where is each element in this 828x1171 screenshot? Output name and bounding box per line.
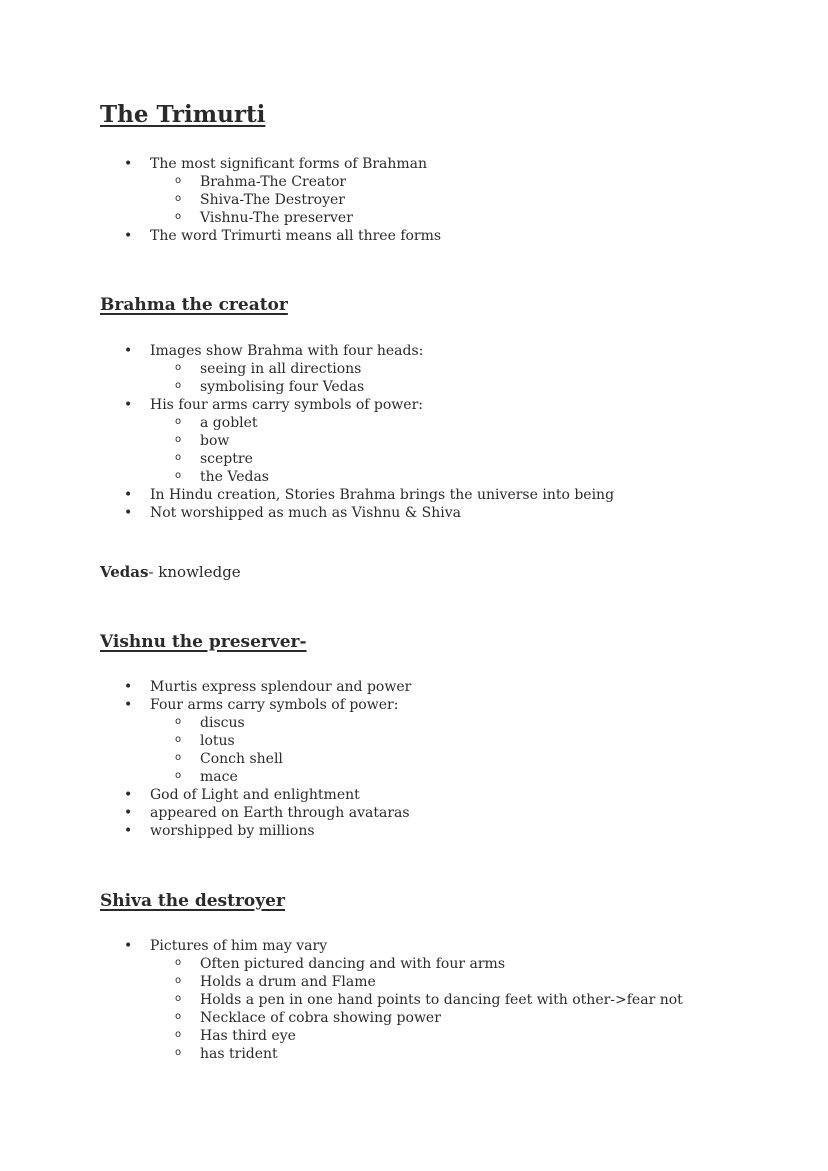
sub-list-item: o Holds a pen in one hand points to dancing feet with other->fear not bbox=[100, 991, 800, 1009]
sub-list-item: o mace bbox=[100, 768, 800, 786]
brahma-list bbox=[100, 342, 800, 522]
list-item: • His four arms carry symbols of power: bbox=[100, 396, 800, 414]
list-item: • Images show Brahma with four heads: bbox=[100, 342, 800, 360]
shiva-heading: Shiva the destroyer bbox=[100, 891, 285, 911]
sub-list-item: o Has third eye bbox=[100, 1027, 800, 1045]
sub-list-item: o Often pictured dancing and with four arms bbox=[100, 955, 800, 973]
list-item: • In Hindu creation, Stories Brahma brings the universe into being bbox=[100, 486, 800, 504]
sub-list-item: o Shiva-The Destroyer bbox=[100, 191, 800, 209]
sub-list-item: o Conch shell bbox=[100, 750, 800, 768]
sub-list-item: o symbolising four Vedas bbox=[100, 378, 800, 396]
sub-list-item: o Holds a drum and Flame bbox=[100, 973, 800, 991]
intro-list bbox=[100, 155, 800, 245]
list-item: • God of Light and enlightment bbox=[100, 786, 800, 804]
shiva-list bbox=[100, 937, 800, 1063]
sub-list-item: o bow bbox=[100, 432, 800, 450]
list-item: • Not worshipped as much as Vishnu & Shiva bbox=[100, 504, 800, 522]
vedas-meaning: - knowledge bbox=[148, 563, 241, 581]
sub-list-item: o Necklace of cobra showing power bbox=[100, 1009, 800, 1027]
sub-list-item: o has trident bbox=[100, 1045, 800, 1063]
sub-list-item: o lotus bbox=[100, 732, 800, 750]
sub-list-item: o Brahma-The Creator bbox=[100, 173, 800, 191]
list-item: • worshipped by millions bbox=[100, 822, 800, 840]
sub-list-item: o seeing in all directions bbox=[100, 360, 800, 378]
vedas-term: Vedas bbox=[100, 563, 149, 581]
brahma-heading: Brahma the creator bbox=[100, 295, 288, 315]
page-title: The Trimurti bbox=[100, 101, 266, 128]
sub-list-item: o the Vedas bbox=[100, 468, 800, 486]
vishnu-heading: Vishnu the preserver- bbox=[100, 632, 307, 652]
sub-list-item: o Vishnu-The preserver bbox=[100, 209, 800, 227]
list-item: • appeared on Earth through avataras bbox=[100, 804, 800, 822]
sub-list-item: o discus bbox=[100, 714, 800, 732]
list-item: • The most significant forms of Brahman bbox=[100, 155, 800, 173]
list-item: • Pictures of him may vary bbox=[100, 937, 800, 955]
sub-list-item: o a goblet bbox=[100, 414, 800, 432]
list-item: • The word Trimurti means all three forms bbox=[100, 227, 800, 245]
list-item: • Four arms carry symbols of power: bbox=[100, 696, 800, 714]
vedas-definition bbox=[100, 563, 241, 581]
vishnu-list bbox=[100, 678, 800, 840]
sub-list-item: o sceptre bbox=[100, 450, 800, 468]
list-item: • Murtis express splendour and power bbox=[100, 678, 800, 696]
